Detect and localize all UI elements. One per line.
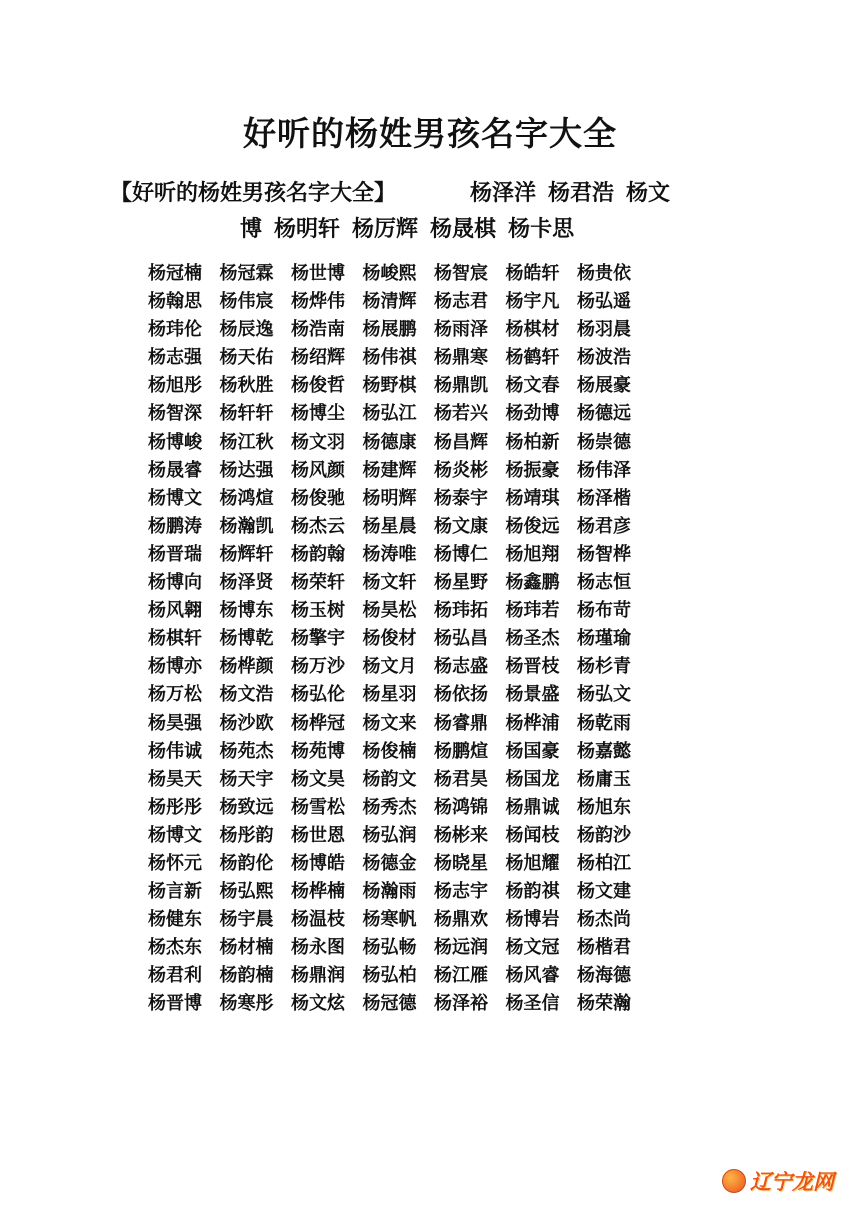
name-item: 杨晓星 — [434, 852, 488, 874]
name-item: 杨宇晨 — [219, 909, 274, 931]
name-item: 杨海德 — [577, 965, 631, 987]
name-item: 杨风颜 — [291, 459, 345, 481]
intro-name: 杨卡思 — [508, 217, 575, 242]
name-item: 杨弘熙 — [219, 881, 274, 903]
name-item: 杨材楠 — [219, 937, 274, 959]
intro-names-line-1 — [470, 181, 682, 206]
name-item: 杨弘昌 — [434, 628, 488, 650]
name-item: 杨浩南 — [291, 319, 345, 341]
name-item: 杨俊驰 — [291, 487, 345, 509]
name-item: 杨羽晨 — [577, 319, 631, 341]
name-item: 杨俊远 — [505, 515, 560, 537]
name-item: 杨鼎寒 — [434, 347, 488, 369]
name-item: 杨温枝 — [291, 909, 345, 931]
name-item: 杨国豪 — [505, 740, 560, 762]
name-item: 杨瀚雨 — [362, 881, 417, 903]
name-item: 杨文建 — [577, 881, 631, 903]
name-item: 杨崇德 — [577, 431, 631, 453]
intro-name: 杨文 — [626, 181, 671, 206]
name-item: 杨彬来 — [434, 824, 488, 846]
intro-name: 杨厉辉 — [352, 217, 419, 242]
name-item: 杨玮伦 — [148, 319, 202, 341]
name-item: 杨智桦 — [577, 543, 631, 565]
name-item: 杨俊楠 — [362, 740, 417, 762]
name-item: 杨柏新 — [505, 431, 560, 453]
name-item: 杨志强 — [148, 347, 202, 369]
name-item: 杨秀杰 — [362, 796, 417, 818]
name-item: 杨弘江 — [362, 403, 417, 425]
name-item: 杨鼎诚 — [505, 796, 560, 818]
name-item: 杨伟诚 — [148, 740, 202, 762]
intro-heading: 【好听的杨姓男孩名字大全】 — [110, 181, 397, 206]
name-item: 杨明辉 — [362, 487, 417, 509]
name-item: 杨冠霖 — [219, 263, 274, 284]
name-item: 杨文月 — [362, 656, 417, 678]
name-item: 杨博向 — [148, 572, 202, 594]
name-item: 杨柏江 — [577, 852, 631, 874]
name-item: 杨圣信 — [505, 993, 560, 1015]
intro-name: 博 — [240, 217, 263, 242]
name-item: 杨鹤轩 — [505, 347, 560, 369]
name-item: 杨野棋 — [362, 375, 417, 397]
name-item: 杨波浩 — [577, 347, 631, 369]
name-item: 杨韵沙 — [577, 824, 631, 846]
name-item: 杨江雁 — [434, 965, 488, 987]
name-item: 杨振豪 — [505, 459, 560, 481]
name-item: 杨风翱 — [148, 600, 202, 622]
name-item: 杨韵祺 — [505, 881, 560, 903]
name-item: 杨弘润 — [362, 824, 417, 846]
name-item: 杨致远 — [219, 796, 274, 818]
name-item: 杨昊天 — [148, 768, 202, 790]
name-item: 杨杰尚 — [577, 909, 631, 931]
name-item: 杨旭彤 — [148, 375, 202, 397]
name-item: 杨君利 — [148, 965, 202, 987]
name-item: 杨弘柏 — [362, 965, 417, 987]
name-item: 杨文冠 — [505, 937, 560, 959]
name-item: 杨博岩 — [505, 909, 560, 931]
name-item: 杨玮拓 — [434, 600, 488, 622]
name-item: 杨泰宇 — [434, 487, 488, 509]
name-item: 杨旭耀 — [505, 852, 560, 874]
name-item: 杨晋瑞 — [148, 543, 202, 565]
name-item: 杨擎宇 — [291, 628, 345, 650]
name-item: 杨闻枝 — [505, 824, 560, 846]
name-item: 杨鸿锦 — [434, 796, 488, 818]
name-item: 杨晋枝 — [505, 656, 560, 678]
name-item: 杨鑫鹏 — [505, 572, 560, 594]
intro-name: 杨晟棋 — [430, 217, 497, 242]
name-item: 杨博文 — [148, 824, 202, 846]
page-title: 好听的杨姓男孩名字大全 — [243, 114, 617, 153]
name-item: 杨达强 — [219, 459, 274, 481]
name-item: 杨天佑 — [219, 347, 274, 369]
name-item: 杨泽楷 — [577, 487, 631, 509]
name-item: 杨炎彬 — [434, 459, 488, 481]
name-item: 杨旭翔 — [505, 543, 560, 565]
name-item: 杨怀元 — [148, 852, 202, 874]
name-item: 杨文昊 — [291, 768, 345, 790]
name-item: 杨泽裕 — [434, 993, 488, 1015]
name-item: 杨伟祺 — [362, 347, 417, 369]
name-item: 杨昌辉 — [434, 431, 488, 453]
name-item: 杨棋材 — [505, 319, 560, 341]
name-item: 杨依扬 — [434, 684, 488, 706]
name-item: 杨文浩 — [219, 684, 274, 706]
intro-name: 杨泽洋 — [470, 181, 537, 206]
intro-name: 杨君浩 — [548, 181, 615, 206]
name-item: 杨建辉 — [362, 459, 417, 481]
name-item: 杨星晨 — [362, 515, 417, 537]
name-item: 杨杉青 — [577, 656, 631, 678]
name-item: 杨秋胜 — [219, 375, 274, 397]
name-item: 杨雪松 — [291, 796, 345, 818]
name-item: 杨嘉懿 — [577, 740, 631, 762]
name-item: 杨苑博 — [291, 740, 345, 762]
name-item: 杨瀚凯 — [219, 515, 274, 537]
name-item: 杨鹏煊 — [434, 740, 488, 762]
name-item: 杨文来 — [362, 712, 417, 734]
name-item: 杨江秋 — [219, 431, 274, 453]
name-item: 杨志君 — [434, 291, 488, 313]
name-item: 杨弘遥 — [577, 291, 631, 313]
name-item: 杨国龙 — [505, 768, 560, 790]
name-item: 杨轩轩 — [219, 403, 274, 425]
name-item: 杨展豪 — [577, 375, 631, 397]
name-item: 杨志恒 — [577, 572, 631, 594]
name-item: 杨君昊 — [434, 768, 488, 790]
name-item: 杨天宇 — [219, 768, 274, 790]
name-item: 杨鼎欢 — [434, 909, 488, 931]
name-item: 杨圣杰 — [505, 628, 560, 650]
name-item: 杨远润 — [434, 937, 488, 959]
name-item: 杨桦楠 — [291, 881, 345, 903]
name-item: 杨博皓 — [291, 852, 345, 874]
name-item: 杨杰东 — [148, 937, 202, 959]
name-item: 杨俊材 — [362, 628, 417, 650]
name-item: 杨万沙 — [291, 656, 345, 678]
watermark-logo-icon — [722, 1169, 746, 1193]
name-item: 杨昊强 — [148, 712, 202, 734]
name-item: 杨世恩 — [291, 824, 345, 846]
name-item: 杨博尘 — [291, 403, 345, 425]
name-item: 杨峻熙 — [362, 263, 417, 284]
name-item: 杨韵楠 — [219, 965, 274, 987]
intro-line-2 — [240, 212, 586, 243]
name-item: 杨寒彤 — [219, 993, 274, 1015]
name-item: 杨博乾 — [219, 628, 274, 650]
intro-line-1 — [110, 176, 682, 207]
name-item: 杨皓轩 — [505, 263, 560, 284]
names-list — [148, 260, 649, 1019]
name-item: 杨晋博 — [148, 993, 202, 1015]
name-item: 杨永图 — [291, 937, 345, 959]
name-item: 杨文春 — [505, 375, 560, 397]
name-item: 杨若兴 — [434, 403, 488, 425]
name-item: 杨博亦 — [148, 656, 202, 678]
watermark-text: 辽宁龙网 — [750, 1170, 834, 1194]
name-item: 杨文轩 — [362, 572, 417, 594]
name-item: 杨劲博 — [505, 403, 560, 425]
name-item: 杨俊哲 — [291, 375, 345, 397]
name-item: 杨博仁 — [434, 543, 488, 565]
name-item: 杨玉树 — [291, 600, 345, 622]
name-item: 杨智深 — [148, 403, 202, 425]
name-item: 杨宇凡 — [505, 291, 560, 313]
name-item: 杨德金 — [362, 852, 417, 874]
name-item: 杨桦冠 — [291, 712, 345, 734]
name-item: 杨荣轩 — [291, 572, 345, 594]
name-item: 杨辰逸 — [219, 319, 274, 341]
name-item: 杨志盛 — [434, 656, 488, 678]
name-item: 杨伟泽 — [577, 459, 631, 481]
name-item: 杨乾雨 — [577, 712, 631, 734]
name-item: 杨彤韵 — [219, 824, 274, 846]
name-item: 杨烨伟 — [291, 291, 345, 313]
name-item: 杨志宇 — [434, 881, 488, 903]
name-item: 杨鼎凯 — [434, 375, 488, 397]
name-item: 杨玮若 — [505, 600, 560, 622]
name-item: 杨智宸 — [434, 263, 488, 284]
name-item: 杨健东 — [148, 909, 202, 931]
name-item: 杨布苛 — [577, 600, 631, 622]
name-item: 杨文康 — [434, 515, 488, 537]
name-item: 杨旭东 — [577, 796, 631, 818]
name-item: 杨冠楠 — [148, 263, 202, 284]
name-item: 杨弘文 — [577, 684, 631, 706]
name-item: 杨韵文 — [362, 768, 417, 790]
name-item: 杨睿鼎 — [434, 712, 488, 734]
name-item: 杨伟宸 — [219, 291, 274, 313]
name-item: 杨荣瀚 — [577, 993, 631, 1015]
name-item: 杨景盛 — [505, 684, 560, 706]
name-item: 杨翰思 — [148, 291, 202, 313]
name-item: 杨博文 — [148, 487, 202, 509]
name-item: 杨星野 — [434, 572, 488, 594]
name-item: 杨弘畅 — [362, 937, 417, 959]
name-item: 杨博峻 — [148, 431, 202, 453]
name-item: 杨博东 — [219, 600, 274, 622]
name-item: 杨桦颜 — [219, 656, 274, 678]
name-item: 杨庸玉 — [577, 768, 631, 790]
name-item: 杨涛唯 — [362, 543, 417, 565]
name-item: 杨昊松 — [362, 600, 417, 622]
name-item: 杨言新 — [148, 881, 202, 903]
name-item: 杨韵翰 — [291, 543, 345, 565]
name-item: 杨文炫 — [291, 993, 345, 1015]
name-item: 杨冠德 — [362, 993, 417, 1015]
name-item: 杨文羽 — [291, 431, 345, 453]
name-item: 杨星羽 — [362, 684, 417, 706]
name-item: 杨贵依 — [577, 263, 631, 284]
name-item: 杨雨泽 — [434, 319, 488, 341]
name-item: 杨棋轩 — [148, 628, 202, 650]
name-item: 杨瑾瑜 — [577, 628, 631, 650]
name-item: 杨绍辉 — [291, 347, 345, 369]
name-item: 杨展鹏 — [362, 319, 417, 341]
name-item: 杨苑杰 — [219, 740, 274, 762]
name-item: 杨德康 — [362, 431, 417, 453]
name-item: 杨辉轩 — [219, 543, 274, 565]
name-item: 杨风睿 — [505, 965, 560, 987]
name-item: 杨晟睿 — [148, 459, 202, 481]
name-item: 杨泽贤 — [219, 572, 274, 594]
name-item: 杨君彦 — [577, 515, 631, 537]
name-item: 杨鸿煊 — [219, 487, 274, 509]
intro-name: 杨明轩 — [274, 217, 341, 242]
name-item: 杨鹏涛 — [148, 515, 202, 537]
name-item: 杨清辉 — [362, 291, 417, 313]
watermark — [722, 1166, 834, 1196]
name-item: 杨杰云 — [291, 515, 345, 537]
name-item: 杨鼎润 — [291, 965, 345, 987]
name-item: 杨楷君 — [577, 937, 631, 959]
name-item: 杨弘伦 — [291, 684, 345, 706]
name-item: 杨寒帆 — [362, 909, 417, 931]
name-item: 杨万松 — [148, 684, 202, 706]
name-item: 杨桦浦 — [505, 712, 560, 734]
name-item: 杨德远 — [577, 403, 631, 425]
name-item: 杨沙欧 — [219, 712, 274, 734]
name-item: 杨彤彤 — [148, 796, 202, 818]
name-item: 杨韵伦 — [219, 852, 274, 874]
name-item: 杨世博 — [291, 263, 345, 284]
name-item: 杨靖琪 — [505, 487, 560, 509]
